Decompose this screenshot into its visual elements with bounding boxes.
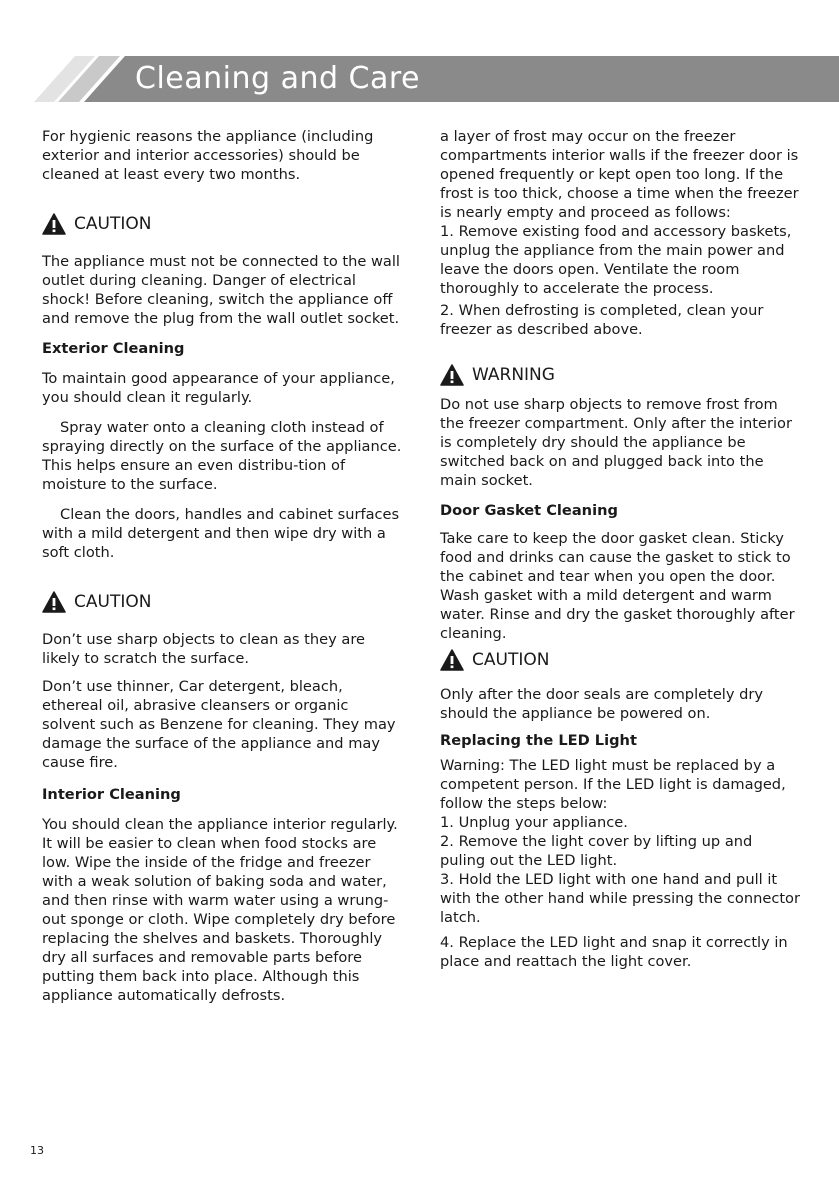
right-column bbox=[440, 127, 800, 971]
exterior-paragraph: To maintain good appearance of your appliance, you should clean it regularly. bbox=[42, 370, 395, 406]
caution-label: CAUTION bbox=[74, 213, 152, 234]
page-number: 13 bbox=[30, 1144, 44, 1157]
warning-triangle-icon bbox=[42, 213, 66, 235]
interior-cleaning-heading: Interior Cleaning bbox=[42, 786, 181, 803]
caution-paragraph: Don’t use thinner, Car detergent, bleach, ethereal oil, abrasive cleansers or organic solvent such as Benzene for cleaning. They may damage the surface of the appliance and may cause fire. bbox=[42, 678, 396, 771]
gasket-paragraph: Take care to keep the door gasket clean. Sticky food and drinks can cause the gasket to stick to the cabinet and tear when you open the door. Wash gasket with a mild detergent and warm water. Rinse and dry the gasket thoroughly after cleaning. bbox=[440, 530, 795, 642]
warning-label: WARNING bbox=[472, 364, 555, 385]
caution-heading bbox=[440, 649, 800, 671]
exterior-cleaning-heading: Exterior Cleaning bbox=[42, 340, 185, 357]
page-title: Cleaning and Care bbox=[135, 61, 421, 96]
caution-heading bbox=[42, 591, 402, 613]
caution-label: CAUTION bbox=[472, 649, 550, 670]
intro-paragraph: For hygienic reasons the appliance (including exterior and interior accessories) should be cleaned at least every two months. bbox=[42, 128, 374, 183]
led-light-heading: Replacing the LED Light bbox=[440, 732, 637, 749]
frost-step: 1. Remove existing food and accessory baskets, unplug the appliance from the main power and leave the doors open. Ventilate the room thoroughly to accelerate the process. bbox=[440, 223, 792, 297]
caution-paragraph: The appliance must not be connected to the wall outlet during cleaning. Danger of electrical shock! Before cleaning, switch the appliance off and remove the plug from the wall outlet socket. bbox=[42, 253, 400, 327]
warning-triangle-icon bbox=[440, 649, 464, 671]
caution-paragraph: Don’t use sharp objects to clean as they are likely to scratch the surface. bbox=[42, 631, 365, 667]
frost-paragraph: a layer of frost may occur on the freezer compartments interior walls if the freezer door is opened frequently or kept open too long. If the frost is too thick, choose a time when the freezer is nearly empty and proceed as follows: bbox=[440, 128, 799, 221]
door-gasket-heading: Door Gasket Cleaning bbox=[440, 502, 618, 519]
interior-paragraph: You should clean the appliance interior regularly. It will be easier to clean when food stocks are low. Wipe the inside of the fridge and freezer with a weak solution of baking soda and water, and then rinse with warm water using a wrung-out sponge or cloth. Wipe completely dry before replacing the shelves and baskets. Thoroughly dry all surfaces and removable parts before putting them back into place. Although this appliance automatically defrosts. bbox=[42, 816, 398, 1004]
left-column bbox=[42, 127, 402, 1005]
warning-triangle-icon bbox=[42, 591, 66, 613]
warning-heading bbox=[440, 364, 800, 386]
led-step: 1. Unplug your appliance. bbox=[440, 814, 628, 831]
led-step: 4. Replace the LED light and snap it correctly in place and reattach the light cover. bbox=[440, 934, 788, 970]
led-step: 2. Remove the light cover by lifting up and puling out the LED light. bbox=[440, 833, 753, 869]
exterior-paragraph: Spray water onto a cleaning cloth instead of spraying directly on the surface of the appliance. This helps ensure an even distribu-tion of moisture to the surface. bbox=[42, 419, 402, 493]
warning-paragraph: Do not use sharp objects to remove frost from the freezer compartment. Only after the interior is completely dry should the appliance be switched back on and plugged back into the main socket. bbox=[440, 396, 792, 489]
led-warning-paragraph: Warning: The LED light must be replaced by a competent person. If the LED light is damaged, follow the steps below: bbox=[440, 757, 786, 812]
frost-step: 2. When defrosting is completed, clean your freezer as described above. bbox=[440, 302, 764, 338]
warning-triangle-icon bbox=[440, 364, 464, 386]
caution-paragraph: Only after the door seals are completely dry should the appliance be powered on. bbox=[440, 686, 764, 722]
caution-heading bbox=[42, 213, 402, 235]
exterior-paragraph: Clean the doors, handles and cabinet surfaces with a mild detergent and then wipe dry with a soft cloth. bbox=[42, 506, 400, 561]
caution-label: CAUTION bbox=[74, 591, 152, 612]
led-step: 3. Hold the LED light with one hand and pull it with the other hand while pressing the connector latch. bbox=[440, 871, 800, 926]
